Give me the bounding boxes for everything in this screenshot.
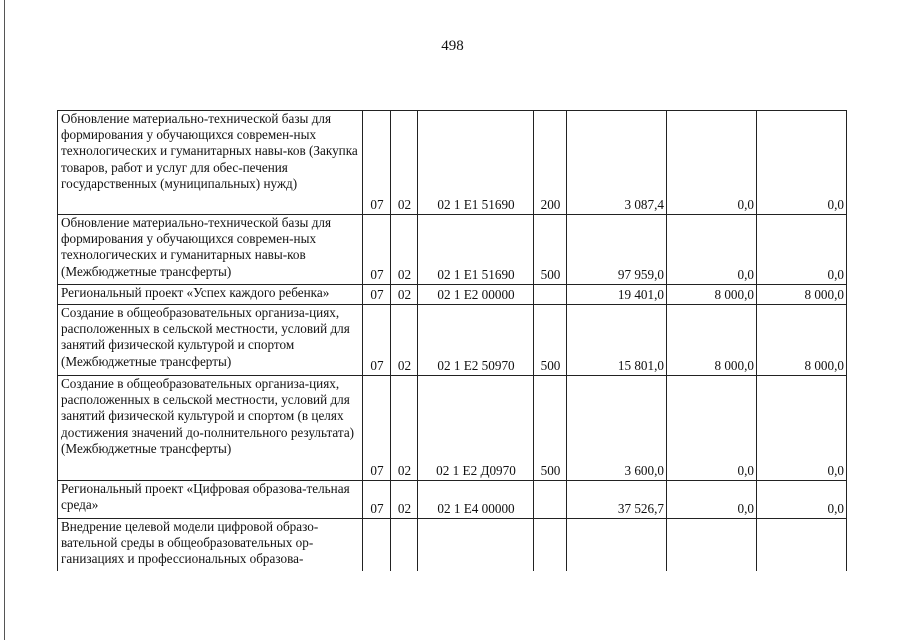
target-article-code: 02 1 E4 00000 <box>418 481 534 519</box>
amount-year-3: 8 000,0 <box>757 285 847 305</box>
section-code: 07 <box>363 285 391 305</box>
amount-year-1: 37 526,7 <box>567 481 667 519</box>
amount-year-3: 0,0 <box>757 481 847 519</box>
amount-year-3 <box>757 519 847 571</box>
target-article-code: 02 1 E2 50970 <box>418 305 534 376</box>
target-article-code <box>418 519 534 571</box>
subsection-code: 02 <box>391 376 418 481</box>
table-row <box>58 519 847 571</box>
subsection-code: 02 <box>391 285 418 305</box>
table-row <box>58 111 847 215</box>
target-article-code: 02 1 E2 Д0970 <box>418 376 534 481</box>
page-number: 498 <box>441 38 464 54</box>
amount-year-1: 3 600,0 <box>567 376 667 481</box>
expense-type-code <box>534 519 567 571</box>
row-name: Обновление материально-технической базы для формирования у обучающихся современ-ных технологических и гуманитарных навы-ков (Закупка товаров, работ и услуг для обес-печения государственных (муниципальных) нужд) <box>58 111 363 215</box>
expense-type-code <box>534 481 567 519</box>
section-code: 07 <box>363 215 391 285</box>
amount-year-3: 0,0 <box>757 376 847 481</box>
amount-year-2: 0,0 <box>667 376 757 481</box>
amount-year-1: 15 801,0 <box>567 305 667 376</box>
amount-year-3: 8 000,0 <box>757 305 847 376</box>
amount-year-2 <box>667 519 757 571</box>
expense-type-code: 500 <box>534 376 567 481</box>
row-name: Региональный проект «Успех каждого ребенка» <box>58 285 363 305</box>
section-code: 07 <box>363 111 391 215</box>
amount-year-2: 0,0 <box>667 481 757 519</box>
row-name: Создание в общеобразовательных организа-циях, расположенных в сельской местности, условий для занятий физической культурой и спортом (Межбюджетные трансферты) <box>58 305 363 376</box>
amount-year-1: 3 087,4 <box>567 111 667 215</box>
amount-year-1: 97 959,0 <box>567 215 667 285</box>
table-row <box>58 305 847 376</box>
row-name: Региональный проект «Цифровая образова-тельная среда» <box>58 481 363 519</box>
table-row <box>58 215 847 285</box>
amount-year-1 <box>567 519 667 571</box>
amount-year-3: 0,0 <box>757 111 847 215</box>
expense-type-code <box>534 285 567 305</box>
scan-left-edge <box>4 0 5 640</box>
expense-type-code: 200 <box>534 111 567 215</box>
budget-table <box>57 110 847 571</box>
table-row <box>58 376 847 481</box>
amount-year-2: 0,0 <box>667 215 757 285</box>
amount-year-1: 19 401,0 <box>567 285 667 305</box>
section-code <box>363 519 391 571</box>
section-code: 07 <box>363 376 391 481</box>
expense-type-code: 500 <box>534 215 567 285</box>
target-article-code: 02 1 E2 00000 <box>418 285 534 305</box>
amount-year-2: 8 000,0 <box>667 285 757 305</box>
section-code: 07 <box>363 481 391 519</box>
subsection-code: 02 <box>391 305 418 376</box>
subsection-code: 02 <box>391 481 418 519</box>
amount-year-2: 8 000,0 <box>667 305 757 376</box>
target-article-code: 02 1 E1 51690 <box>418 111 534 215</box>
amount-year-2: 0,0 <box>667 111 757 215</box>
expense-type-code: 500 <box>534 305 567 376</box>
subsection-code: 02 <box>391 111 418 215</box>
table-row <box>58 481 847 519</box>
amount-year-3: 0,0 <box>757 215 847 285</box>
subsection-code: 02 <box>391 215 418 285</box>
row-name: Внедрение целевой модели цифровой образо-вательной среды в общеобразовательных ор-ганизациях и профессиональных образова- <box>58 519 363 571</box>
section-code: 07 <box>363 305 391 376</box>
table-row <box>58 285 847 305</box>
subsection-code <box>391 519 418 571</box>
row-name: Обновление материально-технической базы для формирования у обучающихся современ-ных технологических и гуманитарных навы-ков (Межбюджетные трансферты) <box>58 215 363 285</box>
row-name: Создание в общеобразовательных организа-циях, расположенных в сельской местности, условий для занятий физической культурой и спортом (в целях достижения значений до-полнительного результата) (Межбюджетные трансферты) <box>58 376 363 481</box>
target-article-code: 02 1 E1 51690 <box>418 215 534 285</box>
